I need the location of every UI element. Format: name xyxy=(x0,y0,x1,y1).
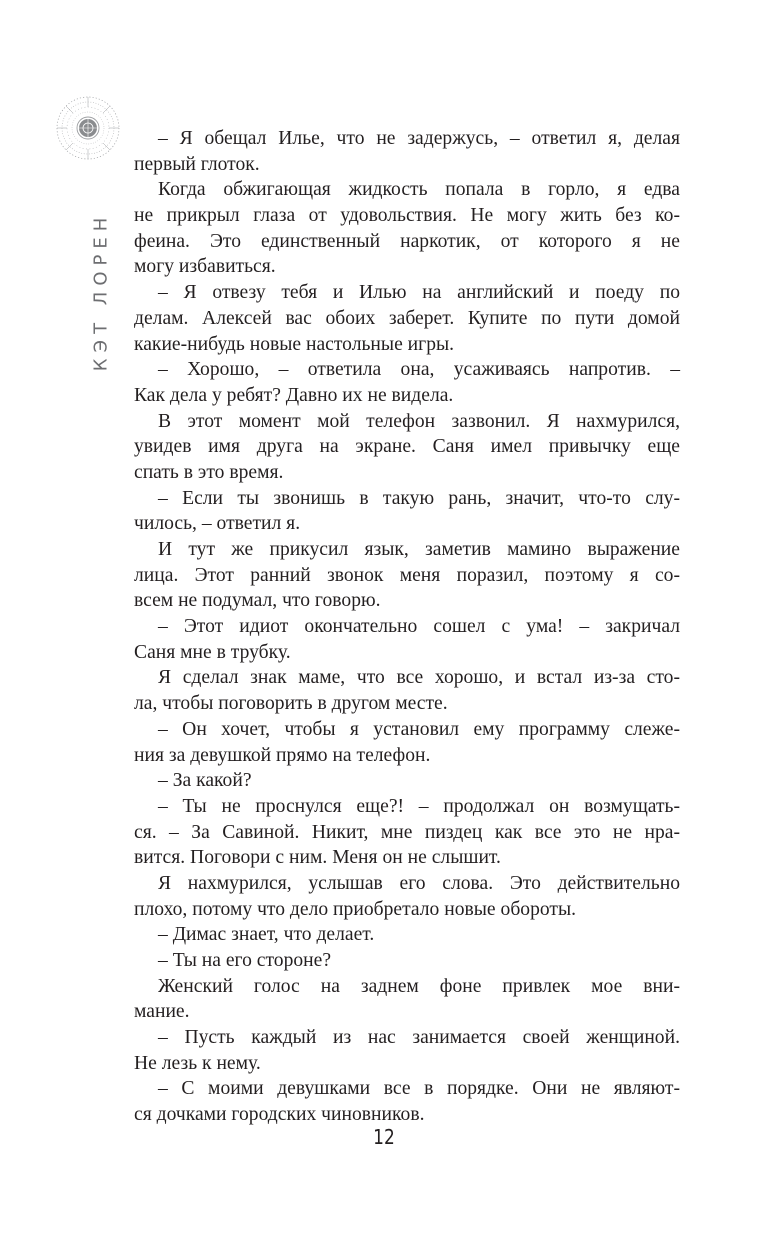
text-line: ния за девушкой прямо на телефон. xyxy=(134,744,431,766)
text-line: – Я отвезу тебя и Илью на английский и поеду по xyxy=(158,282,680,304)
text-line: В этот момент мой телефон зазвонил. Я нахмурился, xyxy=(158,410,680,432)
text-line: не прикрыл глаза от удовольствия. Не могу жить без ко- xyxy=(134,205,680,227)
text-line: могу избавиться. xyxy=(134,256,276,278)
text-line: – Ты на его стороне? xyxy=(158,950,332,971)
text-line: всем не подумал, что говорю. xyxy=(134,590,381,612)
text-line: спать в это время. xyxy=(134,461,284,483)
author-name: КЭТ ЛОРЕН xyxy=(90,211,112,371)
text-line: чилось, – ответил я. xyxy=(134,513,301,535)
text-line: – За какой? xyxy=(158,770,252,792)
text-line: – Ты не проснулся еще?! – продолжал он возмущать- xyxy=(158,795,680,817)
text-line: И тут же прикусил язык, заметив мамино выражение xyxy=(158,539,680,560)
text-line: лица. Этот ранний звонок меня поразил, поэтому я со- xyxy=(134,564,680,586)
text-line: – Этот идиот окончательно сошел с ума! – закричал xyxy=(158,616,680,638)
page-number: 12 xyxy=(373,1125,395,1149)
text-line: первый глоток. xyxy=(134,153,260,175)
text-line: какие-нибудь новые настольные игры. xyxy=(134,333,455,355)
text-line: Саня мне в трубку. xyxy=(134,641,291,663)
text-line: плохо, потому что дело приобретало новые обороты. xyxy=(134,898,577,920)
running-head-author xyxy=(72,211,130,371)
text-line: ла, чтобы поговорить в другом месте. xyxy=(134,693,448,715)
text-line: Женский голос на заднем фоне привлек мое вни- xyxy=(158,975,680,997)
text-line: Я нахмурился, услышав его слова. Это действительно xyxy=(158,872,680,894)
text-line: делам. Алексей вас обоих заберет. Купите по пути домой xyxy=(134,307,680,329)
text-line: ся дочками городских чиновников. xyxy=(134,1104,425,1126)
body-text xyxy=(134,126,680,1128)
text-line: – Если ты звонишь в такую рань, значит, что-то слу- xyxy=(158,487,680,509)
text-line: Как дела у ребят? Давно их не видела. xyxy=(134,384,454,406)
text-line: – Димас знает, что делает. xyxy=(158,924,375,946)
text-line: Не лезь к нему. xyxy=(134,1052,261,1074)
text-line: увидев имя друга на экране. Саня имел привычку еще xyxy=(134,436,680,458)
text-line: – Я обещал Илье, что не задержусь, – ответил я, делая xyxy=(158,128,680,149)
text-line: вится. Поговори с ним. Меня он не слышит. xyxy=(134,847,501,869)
zodiac-circle-icon xyxy=(55,95,121,161)
text-line: Я сделал знак маме, что все хорошо, и встал из-за сто- xyxy=(158,667,680,689)
text-line: – Он хочет, чтобы я установил ему программу слеже- xyxy=(158,718,680,740)
text-line: – Пусть каждый из нас занимается своей женщиной. xyxy=(158,1027,680,1049)
text-line: ся. – За Савиной. Никит, мне пиздец как все это не нра- xyxy=(134,821,680,843)
text-line: феина. Это единственный наркотик, от которого я не xyxy=(134,230,680,252)
text-line: – Хорошо, – ответила она, усаживаясь напротив. – xyxy=(158,359,680,381)
text-line: мание. xyxy=(134,1001,190,1023)
text-line: Когда обжигающая жидкость попала в горло, я едва xyxy=(158,179,680,201)
text-line: – С моими девушками все в порядке. Они не являют- xyxy=(158,1078,680,1100)
